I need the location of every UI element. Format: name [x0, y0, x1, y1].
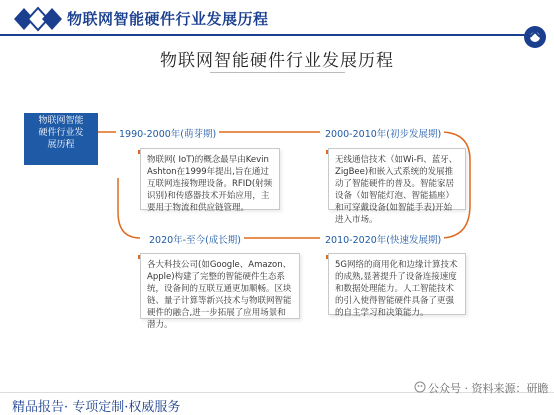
- period-card-text: 物联网( IoT)的概念最早由Kevin Ashton在1999年提出,旨在通过互联网连接物理设备。RFID(射频识别)和传感器技术开始应用，主要用于物流和供应链管理。: [147, 155, 273, 213]
- period-label-3: 2010-2020年(快速发展期): [322, 232, 444, 246]
- side-title-line: 物联网智能: [38, 116, 84, 126]
- side-title-line: 硬件行业发: [38, 128, 84, 138]
- period-card-4: [140, 253, 300, 330]
- header-title: 物联网智能硬件行业发展历程: [67, 10, 269, 28]
- period-card-text: 无线通信技术（如Wi-Fi、蓝牙、ZigBee)和嵌入式系统的发展推动了智能硬件的普及。智能家居设备（如智能灯泡、智能插座）和可穿戴设备(如智能手表)开始进入市场。: [335, 155, 458, 225]
- period-label-1: 1990-2000年(萌芽期): [116, 126, 219, 140]
- period-card-text: 各大科技公司(如Google、Amazon、Apple)构建了完整的智能硬件生态系统，设备间的互联互通更加顺畅。区块链、量子计算等新兴技术与物联网智能硬件的融合,进一步拓展了应用场景和潜力。: [147, 260, 292, 330]
- wechat-icon: [414, 381, 426, 393]
- side-title-box: [24, 113, 98, 165]
- period-card-text: 5G网络的商用化和边缘计算技术的成熟,显著提升了设备连接速度和数据处理能力。人工智能技术的引入使得智能硬件具备了更强的自主学习和决策能力。: [335, 260, 458, 318]
- period-label-4: 2020年-至今(成长期): [146, 232, 244, 246]
- period-card-2: [328, 148, 466, 225]
- period-card-1: [140, 148, 280, 213]
- period-card-3: [328, 253, 466, 318]
- slide-title: 物联网智能硬件行业发展历程: [160, 51, 394, 71]
- connector-left-bend: [118, 178, 140, 238]
- period-label-2: 2000-2010年(初步发展期): [322, 126, 444, 140]
- side-title-line: 展历程: [47, 140, 75, 150]
- watermark-text: 公众号 · 资料来源：研瞻: [428, 382, 549, 395]
- footer-slogan: 精品报告· 专项定制·权威服务: [12, 400, 181, 415]
